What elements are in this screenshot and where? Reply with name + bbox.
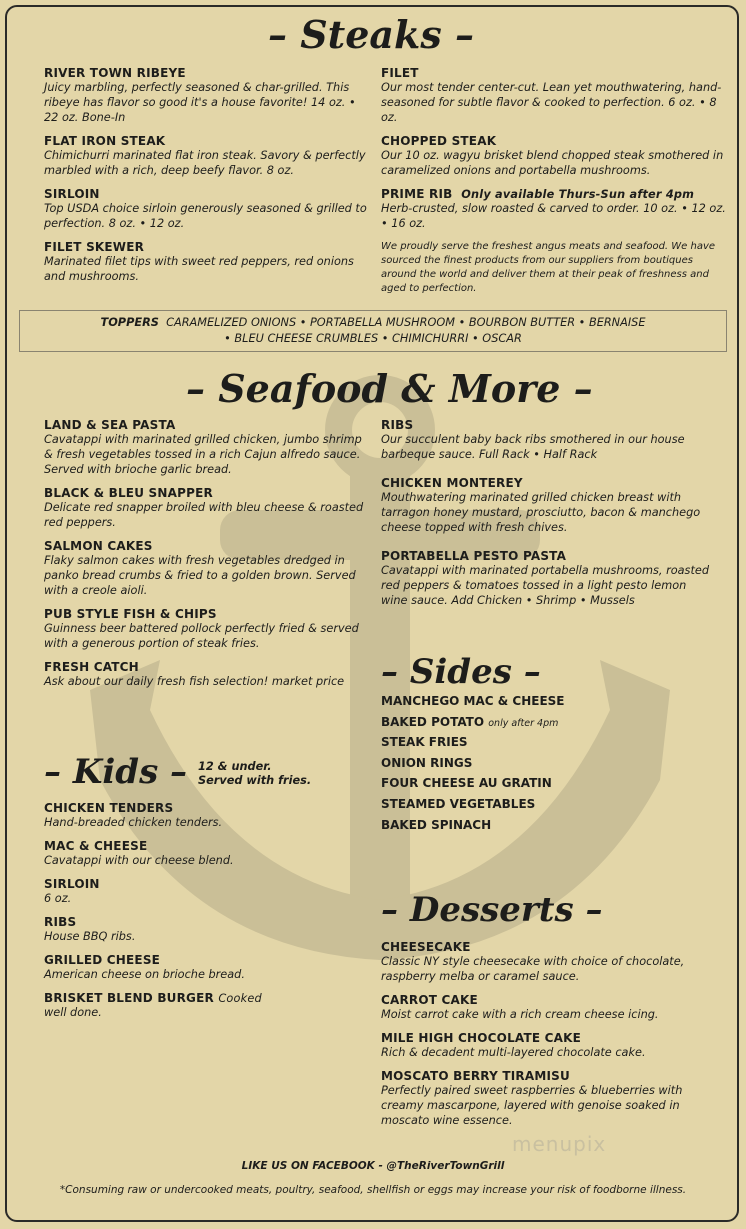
item-desc: American cheese on brioche bread.	[44, 968, 245, 981]
item-name: LAND & SEA PASTA	[44, 418, 176, 432]
item-name: MAC & CHEESE	[44, 839, 148, 853]
item-desc: Delicate red snapper broiled with bleu cheese & roasted red peppers.	[44, 501, 364, 529]
menu-item	[381, 476, 711, 535]
menupix-watermark: menupix	[512, 1132, 607, 1156]
menu-item	[44, 539, 369, 598]
menu-item	[44, 134, 369, 178]
facebook-promo: LIKE US ON FACEBOOK - @TheRiverTownGrill	[241, 1160, 505, 1172]
item-desc: Mouthwatering marinated grilled chicken breast with tarragon honey mustard, prosciutto, bacon & manchego cheese topped with fresh chives.	[381, 491, 701, 534]
item-name: GRILLED CHEESE	[44, 953, 161, 967]
item-desc: Guinness beer battered pollock perfectly fried & served with a generous portion of steak fries.	[44, 622, 359, 650]
menu-item	[44, 877, 369, 906]
item-desc: Cavatappi with marinated portabella mushrooms, roasted red peppers & tomatoes tossed in a light pesto lemon wine sauce. Add Chicken • Shrimp • Mussels	[381, 564, 709, 607]
toppers-label: TOPPERS	[100, 316, 159, 329]
menu-item	[381, 418, 711, 462]
item-name: SIRLOIN	[44, 187, 100, 201]
item-desc: House BBQ ribs.	[44, 930, 136, 943]
item-name: FRESH CATCH	[44, 660, 139, 674]
item-name: BLACK & BLEU SNAPPER	[44, 486, 213, 500]
side-item: MANCHEGO MAC & CHEESE	[381, 694, 565, 708]
item-availability-note: Only available Thurs-Sun after 4pm	[461, 188, 695, 201]
item-desc: Chimichurri marinated flat iron steak. Savory & perfectly marbled with a rich, deep beefy flavor. 8 oz.	[44, 149, 366, 177]
desserts-column	[381, 940, 711, 1137]
kids-heading: – Kids –	[44, 752, 188, 792]
menu-item	[381, 187, 729, 231]
item-name: CHICKEN TENDERS	[44, 801, 174, 815]
steaks-heading: – Steaks –	[268, 12, 474, 57]
item-desc: Rich & decadent multi-layered chocolate cake.	[381, 1046, 646, 1059]
steaks-left-column	[44, 66, 369, 293]
item-desc: Classic NY style cheesecake with choice of chocolate, raspberry melba or caramel sauce.	[381, 955, 685, 983]
item-name: CHOPPED STEAK	[381, 134, 497, 148]
item-name: FILET SKEWER	[44, 240, 145, 254]
item-desc: Marinated filet tips with sweet red peppers, red onions and mushrooms.	[44, 255, 354, 283]
item-desc: Herb-crusted, slow roasted & carved to order. 10 oz. • 12 oz. • 16 oz.	[381, 202, 726, 230]
item-name: RIBS	[381, 418, 414, 432]
kids-note	[198, 760, 311, 788]
menu-item	[44, 187, 369, 231]
side-item: FOUR CHEESE AU GRATIN	[381, 776, 552, 791]
sourcing-note: We proudly serve the freshest angus meats and seafood. We have sourced the finest products from our suppliers from boutiques around the world and deliver them at their peak of freshness and aged to perfection.	[381, 241, 716, 294]
menu-item	[44, 486, 369, 530]
side-item-note: only after 4pm	[488, 717, 559, 729]
toppers-list-2: • BLEU CHEESE CRUMBLES • CHIMICHURRI • OSCAR	[224, 332, 522, 345]
item-desc: Cavatappi with marinated grilled chicken, jumbo shrimp & fresh vegetables tossed in a rich Cajun alfredo sauce. Served with brioche garlic bread.	[44, 433, 362, 476]
side-item: STEAK FRIES	[381, 735, 468, 750]
item-name	[44, 991, 369, 1005]
kids-note-age: 12 & under.	[198, 760, 272, 773]
menu-item	[44, 66, 369, 125]
menu-item	[381, 993, 711, 1022]
toppers-list-1: CARAMELIZED ONIONS • PORTABELLA MUSHROOM • BOURBON BUTTER • BERNAISE	[166, 316, 646, 329]
side-item: STEAMED VEGETABLES	[381, 796, 536, 811]
side-item: ONION RINGS	[381, 755, 473, 770]
menu-item	[44, 915, 369, 944]
item-desc: Top USDA choice sirloin generously seasoned & grilled to perfection. 8 oz. • 12 oz.	[44, 202, 367, 230]
menu-item	[381, 1031, 711, 1060]
item-name: CARROT CAKE	[381, 993, 478, 1007]
steaks-right-column	[381, 66, 729, 296]
menu-item	[44, 953, 369, 982]
item-name: PUB STYLE FISH & CHIPS	[44, 607, 217, 621]
item-name: FLAT IRON STEAK	[44, 134, 166, 148]
item-desc: Our most tender center-cut. Lean yet mouthwatering, hand-seasoned for subtle flavor & cooked to perfection. 6 oz. • 8 oz.	[381, 81, 722, 124]
item-desc: Moist carrot cake with a rich cream cheese icing.	[381, 1008, 659, 1021]
item-name-text: PRIME RIB	[381, 187, 453, 201]
item-name: CHEESECAKE	[381, 940, 471, 954]
kids-note-fries: Served with fries.	[198, 774, 312, 787]
item-desc: Juicy marbling, perfectly seasoned & char-grilled. This ribeye has flavor so good it's a house favorite! 14 oz. • 22 oz. Bone-In	[44, 81, 356, 124]
menu-item	[44, 801, 369, 830]
item-name: MILE HIGH CHOCOLATE CAKE	[381, 1031, 582, 1045]
item-desc: Perfectly paired sweet raspberries & blueberries with creamy mascarpone, layered with genoise soaked in moscato wine essence.	[381, 1084, 683, 1127]
item-name-note: Cooked	[218, 992, 262, 1005]
item-name-text: BRISKET BLEND BURGER	[44, 991, 214, 1005]
menu-item	[44, 660, 369, 689]
menu-item	[44, 240, 369, 284]
menu-item	[381, 940, 711, 984]
item-name: SIRLOIN	[44, 877, 100, 891]
item-name: PORTABELLA PESTO PASTA	[381, 549, 567, 563]
side-item	[381, 715, 711, 729]
seafood-left-column	[44, 418, 369, 698]
side-item-name: BAKED POTATO	[381, 714, 485, 729]
seafood-right-column	[381, 418, 711, 617]
menu-item	[381, 134, 729, 178]
item-desc: well done.	[44, 1006, 102, 1019]
sides-heading: – Sides –	[381, 652, 541, 692]
menu-item	[381, 66, 729, 125]
item-name: CHICKEN MONTEREY	[381, 476, 523, 490]
sides-list	[381, 694, 711, 838]
menu-item	[381, 549, 711, 608]
item-name: SALMON CAKES	[44, 539, 153, 553]
item-desc: Cavatappi with our cheese blend.	[44, 854, 234, 867]
menu-item	[44, 839, 369, 868]
item-desc: Our succulent baby back ribs smothered in our house barbeque sauce. Full Rack • Half Rack	[381, 433, 685, 461]
item-name: RIVER TOWN RIBEYE	[44, 66, 186, 80]
item-desc: 6 oz.	[44, 892, 72, 905]
item-name	[381, 187, 729, 201]
item-name: MOSCATO BERRY TIRAMISU	[381, 1069, 570, 1083]
item-name: RIBS	[44, 915, 77, 929]
item-desc: Flaky salmon cakes with fresh vegetables dredged in panko bread crumbs & fried to a golden brown. Served with a creole aioli.	[44, 554, 356, 597]
item-desc: Hand-breaded chicken tenders.	[44, 816, 223, 829]
item-name: FILET	[381, 66, 419, 80]
side-item: BAKED SPINACH	[381, 817, 492, 832]
menu-item	[44, 991, 369, 1020]
food-safety-warning: *Consuming raw or undercooked meats, poultry, seafood, shellfish or eggs may increase your risk of foodborne illness.	[59, 1184, 687, 1196]
menu-item	[44, 607, 369, 651]
toppers-box	[19, 310, 727, 352]
item-desc: Our 10 oz. wagyu brisket blend chopped steak smothered in caramelized onions and portabella mushrooms.	[381, 149, 724, 177]
toppers-line-1	[20, 315, 726, 331]
desserts-heading: – Desserts –	[381, 890, 603, 930]
kids-column	[44, 801, 369, 1029]
menu-item	[381, 1069, 711, 1128]
item-desc: Ask about our daily fresh fish selection! market price	[44, 675, 345, 688]
menu-item	[44, 418, 369, 477]
seafood-heading: – Seafood & More –	[186, 366, 593, 411]
